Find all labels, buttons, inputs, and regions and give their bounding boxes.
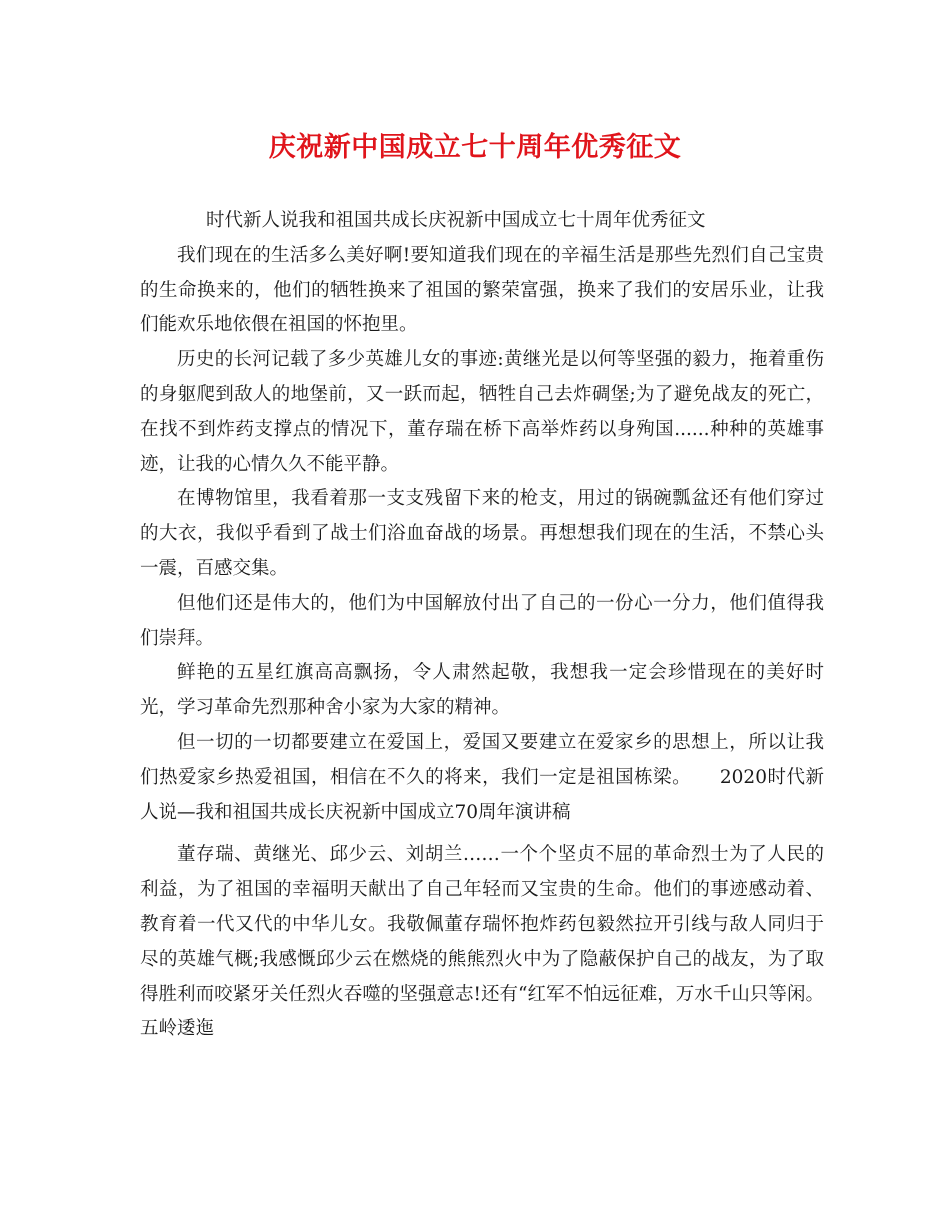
paragraph: 在博物馆里，我看着那一支支残留下来的枪支，用过的锅碗瓢盆还有他们穿过的大衣，我似乎看到了战士们浴血奋战的场景。再想想我们现在的生活，不禁心头一震，百感交集。 xyxy=(140,488,824,579)
paragraph: 但一切的一切都要建立在爱国上，爱国又要建立在爱家乡的思想上，所以让我们热爱家乡热爱祖国，相信在不久的将来，我们一定是祖国栋梁。 2020时代新人说—我和祖国共成长庆祝新中国成立70周年演讲稿 xyxy=(140,731,824,823)
document-body xyxy=(140,204,824,1047)
document-subheading: 时代新人说我和祖国共成长庆祝新中国成立七十周年优秀征文 xyxy=(206,210,706,231)
document-title: 庆祝新中国成立七十周年优秀征文 xyxy=(268,132,682,163)
paragraph-spacer xyxy=(140,830,824,838)
paragraph: 但他们还是伟大的，他们为中国解放付出了自己的一份心一分力，他们值得我们崇拜。 xyxy=(140,592,824,649)
paragraph: 鲜艳的五星红旗高高飘扬，令人肃然起敬，我想我一定会珍惜现在的美好时光，学习革命先烈那种舍小家为大家的精神。 xyxy=(140,662,824,719)
paragraph: 我们现在的生活多么美好啊!要知道我们现在的辛福生活是那些先烈们自己宝贵的生命换来的，他们的牺牲换来了祖国的繁荣富强，换来了我们的安居乐业，让我们能欢乐地依偎在祖国的怀抱里。 xyxy=(140,244,824,336)
paragraph: 历史的长河记载了多少英雄儿女的事迹:黄继光是以何等坚强的毅力，拖着重伤的身躯爬到敌人的地堡前，又一跃而起，牺牲自己去炸碉堡;为了避免战友的死亡，在找不到炸药支撑点的情况下，董存瑞在桥下高举炸药以身殉国......种种的英雄事迹，让我的心情久久不能平静。 xyxy=(140,349,824,475)
paragraph: 董存瑞、黄继光、邱少云、刘胡兰……一个个坚贞不屈的革命烈士为了人民的利益，为了祖国的幸福明天献出了自己年轻而又宝贵的生命。他们的事迹感动着、教育着一代又代的中华儿女。我敬佩董存瑞怀抱炸药包毅然拉开引线与敌人同归于尽的英雄气概;我感慨邱少云在燃烧的熊熊烈火中为了隐蔽保护自己的战友，为了取得胜利而咬紧牙关任烈火吞噬的坚强意志!还有“红军不怕远征难，万水千山只等闲。五岭逶迤 xyxy=(140,844,824,1040)
